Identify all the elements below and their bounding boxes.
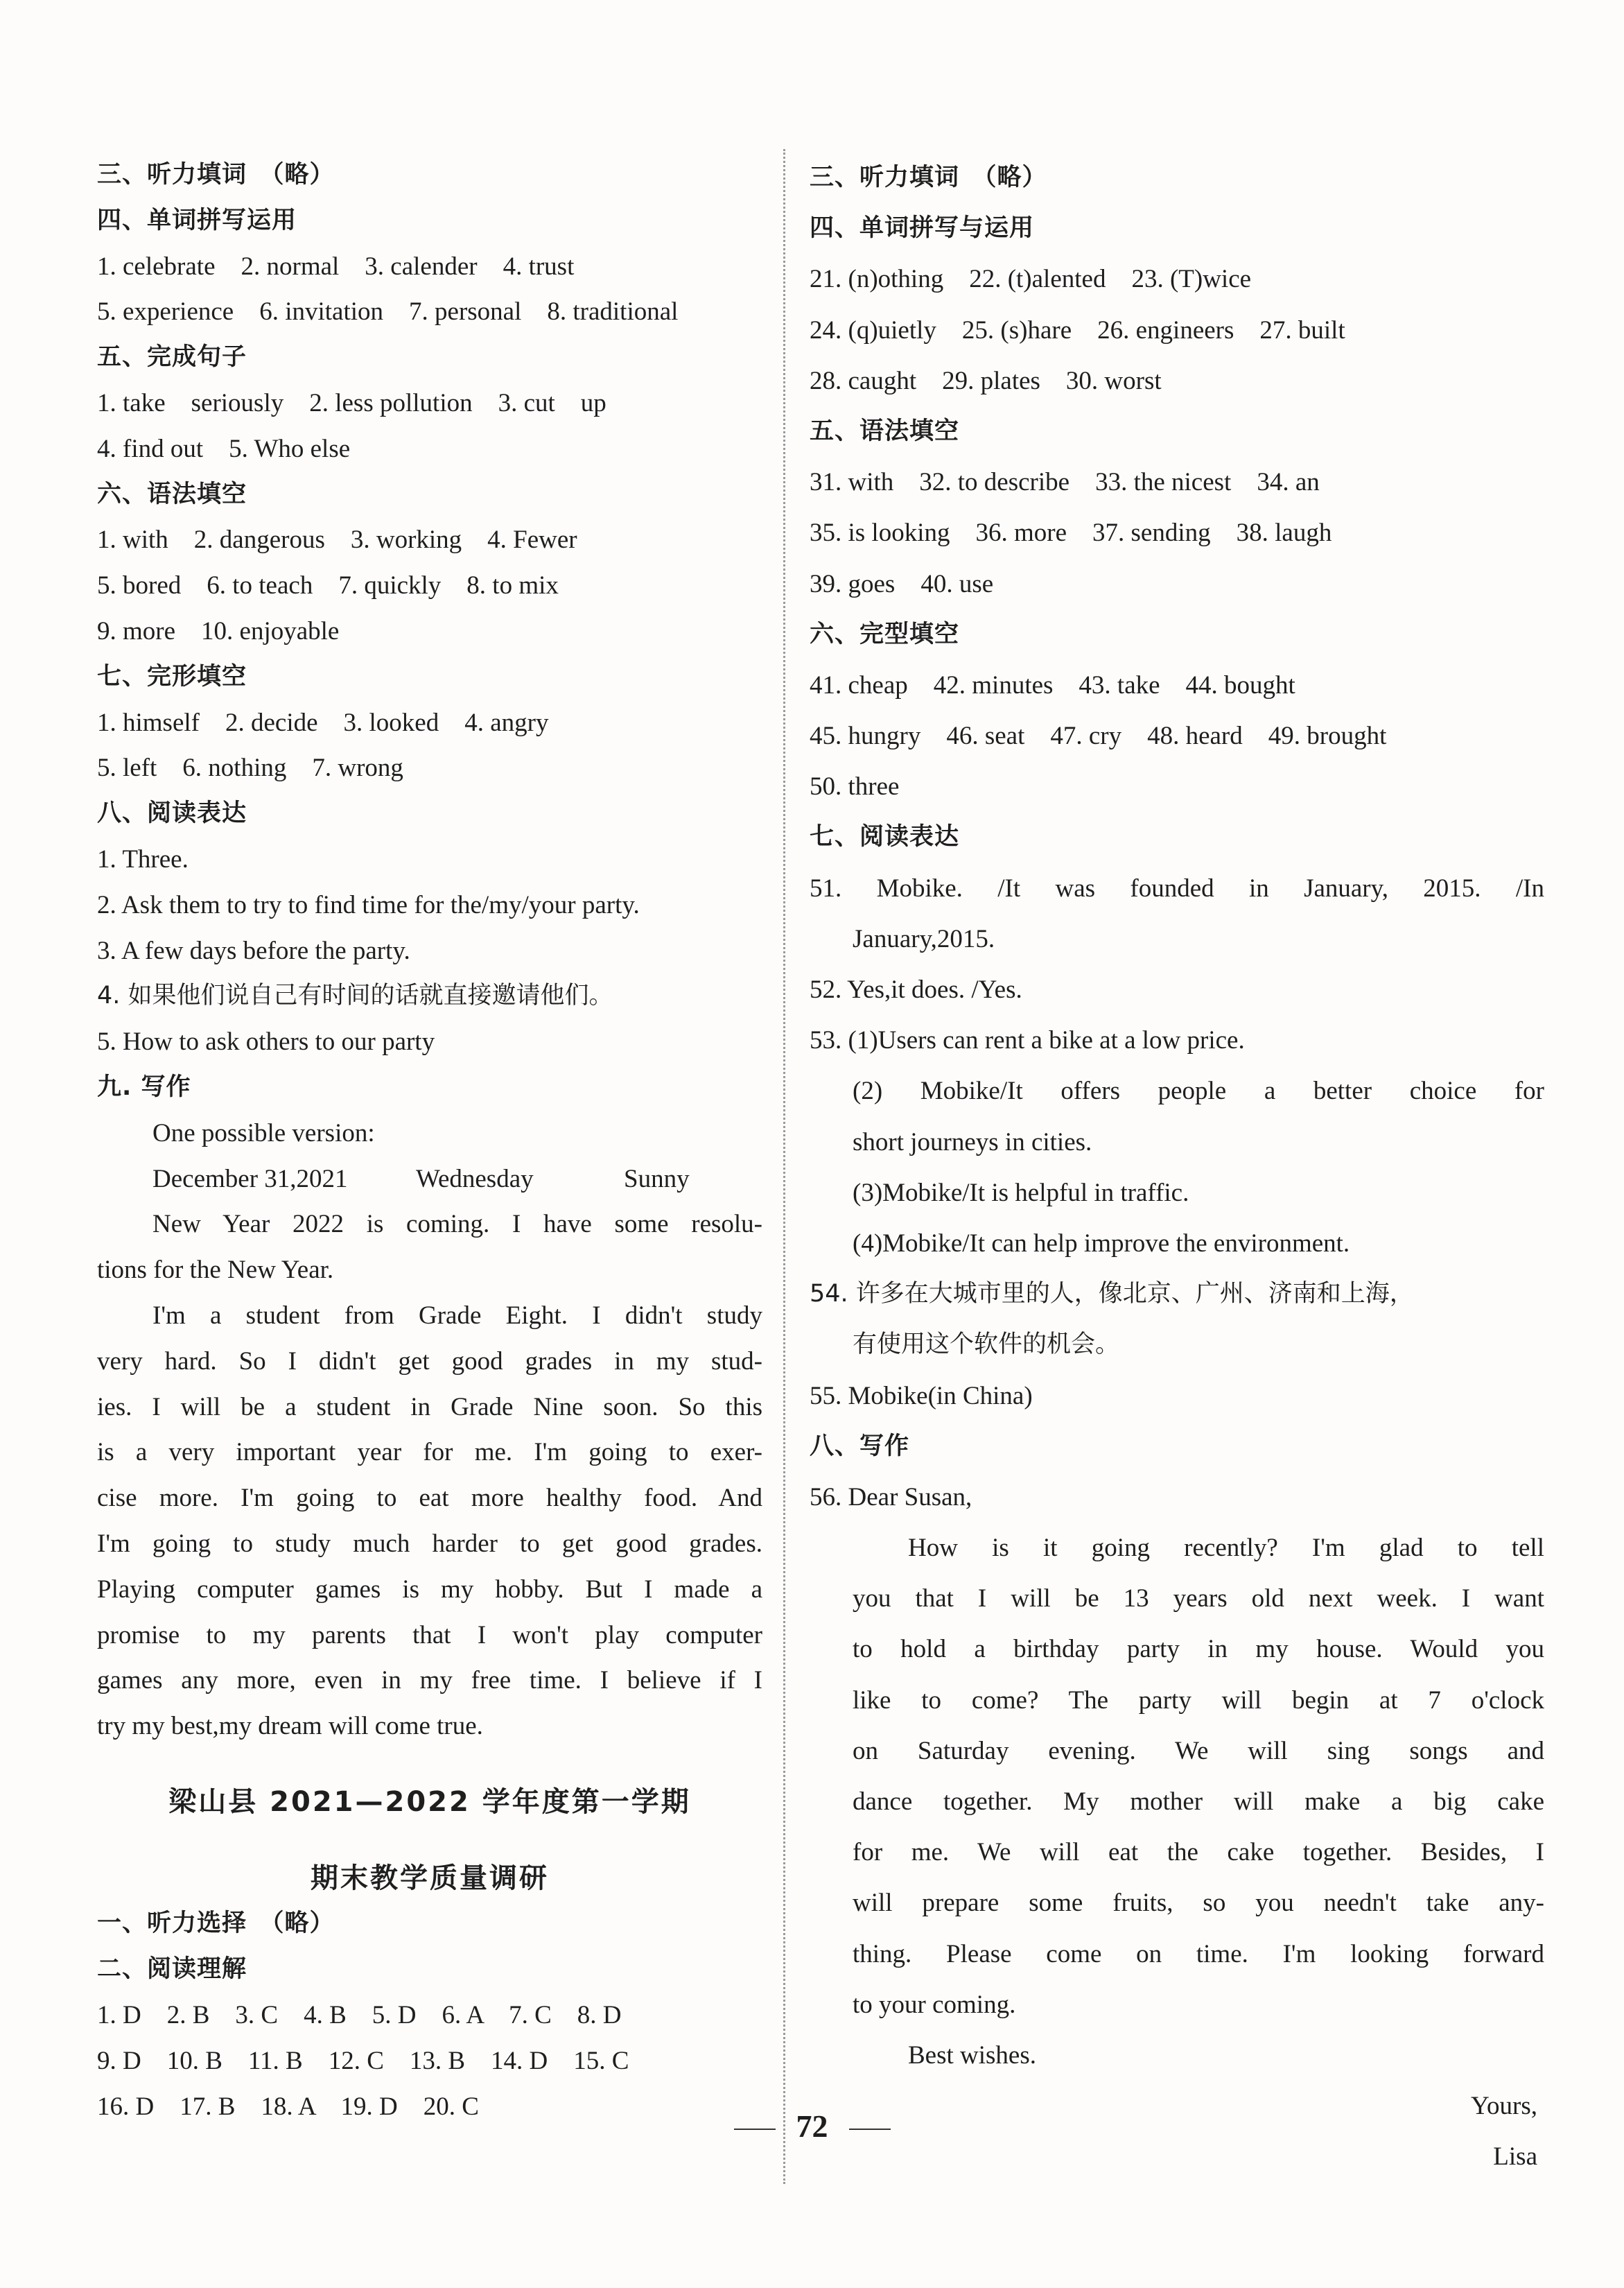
- page-number-value: 72: [796, 2108, 828, 2144]
- essay-line: try my best,my dream will come true.: [97, 1712, 483, 1741]
- answer-line: 54. 许多在大城市里的人，像北京、广州、济南和上海，: [810, 1280, 1414, 1308]
- left-column: [97, 153, 762, 2129]
- answer-line: 21. (n)othing 22. (t)alented 23. (T)wice: [810, 265, 1252, 294]
- answer-line: 有使用这个软件的机会。: [853, 1331, 1120, 1359]
- answer-line: 52. Yes,it does. /Yes.: [810, 976, 1022, 1004]
- essay-date: December 31,2021: [152, 1164, 348, 1193]
- essay-line: I'm going to study much harder to get good grades.: [97, 1529, 762, 1558]
- letter-line: to your coming.: [853, 1990, 1016, 2019]
- answer-line: 45. hungry 46. seat 47. cry 48. heard 49. brought: [810, 722, 1387, 751]
- letter-signature: Lisa: [1493, 2142, 1537, 2172]
- letter-line: to hold a birthday party in my house. Would you: [853, 1635, 1544, 1664]
- section-heading: 四、单词拼写与运用: [810, 214, 1035, 243]
- spacer: [97, 1826, 762, 1856]
- section-heading: 七、阅读表达: [810, 823, 960, 851]
- answer-line: 1. take seriously 2. less pollution 3. cut up: [97, 388, 606, 417]
- section-heading: 五、语法填空: [810, 417, 960, 445]
- column-divider: [783, 149, 785, 2184]
- section-heading: 三、听力填词 （略）: [97, 161, 335, 189]
- answer-line: (3)Mobike/It is helpful in traffic.: [853, 1178, 1189, 1207]
- answer-line: (4)Mobike/It can help improve the environment.: [853, 1229, 1350, 1258]
- answer-line: 5. bored 6. to teach 7. quickly 8. to mix: [97, 571, 559, 600]
- answer-line: 5. experience 6. invitation 7. personal 8. traditional: [97, 297, 679, 327]
- essay-line: cise more. I'm going to eat more healthy food. And: [97, 1484, 762, 1513]
- essay-line: is a very important year for me. I'm going to exer-: [97, 1438, 762, 1467]
- answer-line: (2) Mobike/It offers people a better choice for: [853, 1077, 1544, 1106]
- essay-line: tions for the New Year.: [97, 1256, 334, 1285]
- answer-line: 35. is looking 36. more 37. sending 38. laugh: [810, 519, 1332, 548]
- section-heading: 四、单词拼写运用: [97, 206, 297, 234]
- dash-right: [849, 2129, 891, 2130]
- section-heading: 七、完形填空: [97, 662, 247, 691]
- answer-line: 4. 如果他们说自己有时间的话就直接邀请他们。: [97, 982, 613, 1010]
- answer-line: 9. D 10. B 11. B 12. C 13. B 14. D 15. C: [97, 2046, 629, 2075]
- answer-line: 3. A few days before the party.: [97, 936, 410, 965]
- letter-signoff: Yours,: [1471, 2092, 1537, 2121]
- letter-line: you that I will be 13 years old next week. I want: [853, 1584, 1544, 1613]
- essay-line: very hard. So I didn't get good grades in my stud-: [97, 1346, 762, 1376]
- essay-line: I'm a student from Grade Eight. I didn't study: [152, 1301, 762, 1330]
- answer-line: 5. How to ask others to our party: [97, 1028, 435, 1057]
- answer-line: 5. left 6. nothing 7. wrong: [97, 754, 403, 783]
- section-heading: 八、阅读表达: [97, 799, 247, 828]
- essay-line: promise to my parents that I won't play computer: [97, 1620, 762, 1649]
- answer-line: 1. with 2. dangerous 3. working 4. Fewer: [97, 526, 577, 555]
- letter-line: like to come? The party will begin at 7 o'clock: [853, 1685, 1544, 1715]
- letter-line: will prepare some fruits, so you needn't take any-: [853, 1889, 1544, 1918]
- essay-line: One possible version:: [152, 1118, 375, 1147]
- section-heading: 九. 写作: [97, 1073, 191, 1101]
- essay-line: ies. I will be a student in Grade Nine soon. So this: [97, 1392, 762, 1421]
- essay-weather: Sunny: [624, 1164, 690, 1193]
- exam-subtitle: 期末教学质量调研: [311, 1862, 549, 1894]
- answer-line: 53. (1)Users can rent a bike at a low price.: [810, 1026, 1245, 1055]
- section-heading: 六、完型填空: [810, 620, 960, 648]
- essay-date-line: [97, 1156, 762, 1202]
- answer-line: 24. (q)uietly 25. (s)hare 26. engineers 27. built: [810, 315, 1345, 345]
- answer-line: 28. caught 29. plates 30. worst: [810, 366, 1162, 395]
- letter-line: thing. Please come on time. I'm looking forward: [853, 1939, 1544, 1968]
- essay-line: New Year 2022 is coming. I have some resolu-: [152, 1210, 762, 1239]
- answer-line: short journeys in cities.: [853, 1127, 1092, 1156]
- answer-line: 1. D 2. B 3. C 4. B 5. D 6. A 7. C 8. D: [97, 2001, 622, 2030]
- answer-line: 2. Ask them to try to find time for the/my/your party.: [97, 890, 640, 919]
- section-heading: 三、听力填词 （略）: [810, 164, 1047, 191]
- section-heading: 五、完成句子: [97, 343, 247, 372]
- answer-line: 55. Mobike(in China): [810, 1381, 1033, 1410]
- letter-closing: Best wishes.: [908, 2040, 1036, 2070]
- answer-line: 31. with 32. to describe 33. the nicest 34. an: [810, 468, 1320, 497]
- answer-line: January,2015.: [853, 924, 995, 953]
- letter-line: for me. We will eat the cake together. Besides, I: [853, 1838, 1544, 1867]
- answer-line: 51. Mobike. /It was founded in January, 2015. /In: [810, 874, 1544, 903]
- answer-line: 9. more 10. enjoyable: [97, 616, 340, 645]
- answer-line: 39. goes 40. use: [810, 569, 994, 598]
- letter-line: 56. Dear Susan,: [810, 1482, 972, 1511]
- section-heading: 一、听力选择 （略）: [97, 1909, 335, 1938]
- letter-line: How is it going recently? I'm glad to tell: [908, 1534, 1544, 1563]
- essay-line: Playing computer games is my hobby. But I made a: [97, 1575, 762, 1604]
- answer-line: 4. find out 5. Who else: [97, 434, 351, 463]
- answer-line: 50. three: [810, 772, 900, 801]
- page-number: [0, 2108, 1624, 2144]
- letter-line: on Saturday evening. We will sing songs and: [853, 1736, 1544, 1765]
- letter-line: dance together. My mother will make a big cake: [853, 1787, 1544, 1816]
- essay-line: games any more, even in my free time. I believe if I: [97, 1666, 762, 1695]
- answer-line: 1. himself 2. decide 3. looked 4. angry: [97, 708, 549, 737]
- right-column: [810, 153, 1544, 2183]
- exam-title: 梁山县 2021—2022 学年度第一学期: [168, 1785, 691, 1818]
- spacer: [97, 1749, 762, 1780]
- section-heading: 二、阅读理解: [97, 1955, 247, 1984]
- section-heading: 八、写作: [810, 1432, 910, 1460]
- section-heading: 六、语法填空: [97, 480, 247, 508]
- answer-line: 16. D 17. B 18. A 19. D 20. C: [97, 2092, 479, 2121]
- answer-line: 1. celebrate 2. normal 3. calender 4. trust: [97, 252, 575, 281]
- answer-line: 1. Three.: [97, 844, 189, 874]
- dash-left: [734, 2129, 776, 2130]
- answer-line: 41. cheap 42. minutes 43. take 44. bought: [810, 670, 1295, 700]
- essay-day: Wednesday: [416, 1164, 534, 1193]
